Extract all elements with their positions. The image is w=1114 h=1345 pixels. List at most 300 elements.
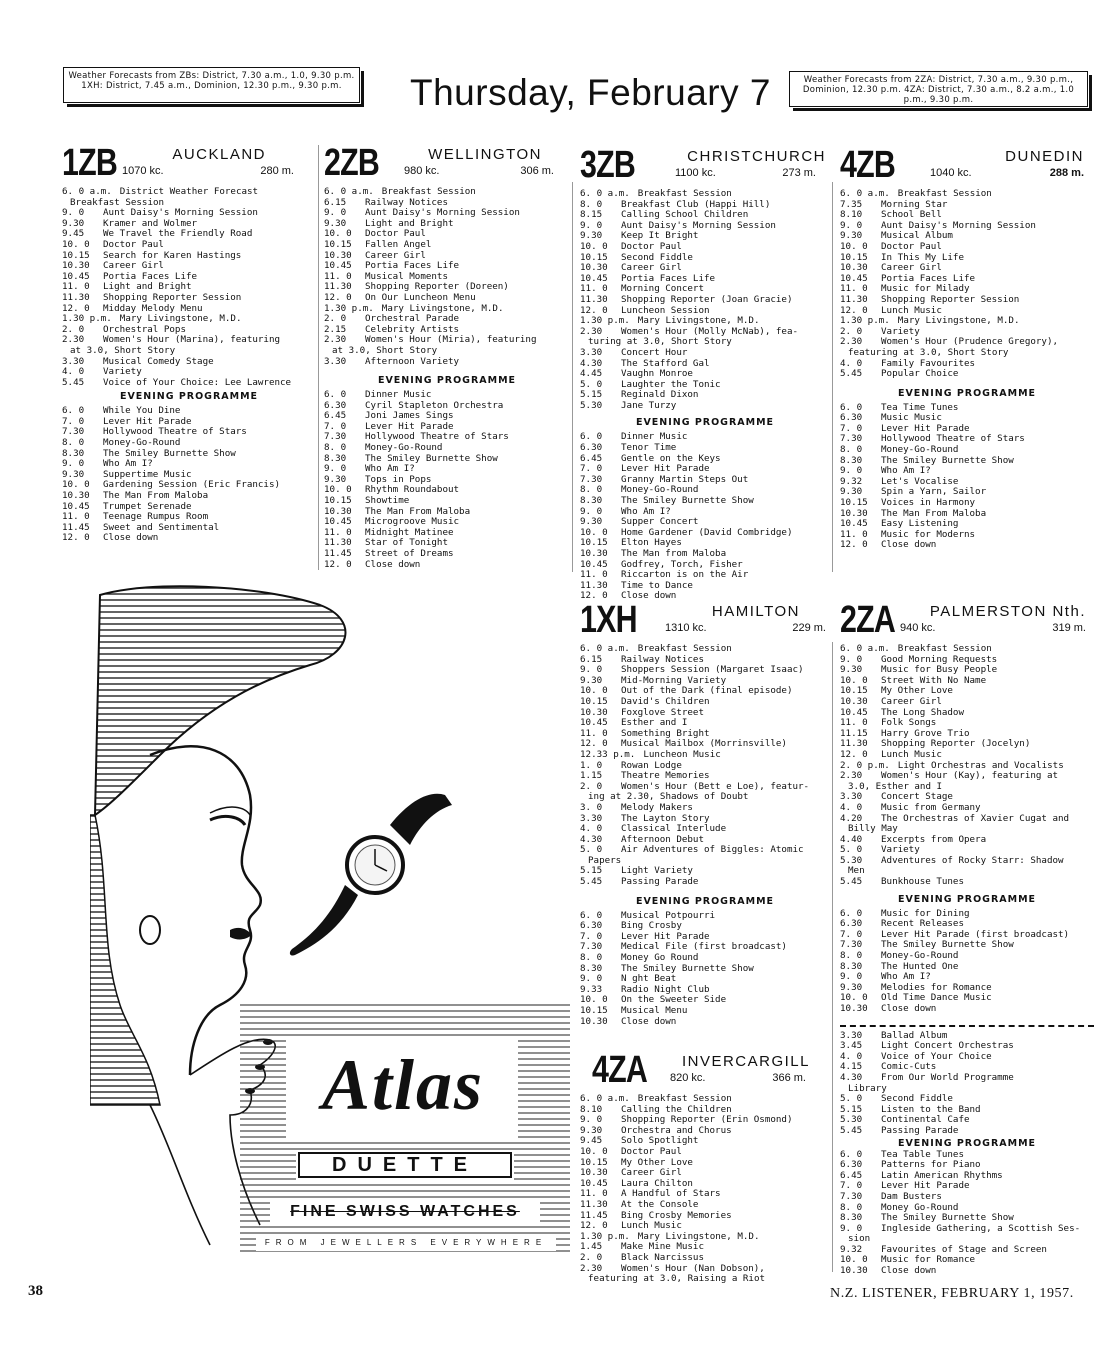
programme-time: 10.30 xyxy=(62,490,90,502)
programme-time: 4. 0 xyxy=(840,357,863,369)
programme-time: 9.32 xyxy=(840,475,863,487)
programme-title: David's Children xyxy=(621,696,710,707)
schedule-row xyxy=(580,676,830,687)
evening-schedule xyxy=(62,406,316,544)
station-call-sign: 1XH xyxy=(580,599,637,641)
evening-schedule xyxy=(840,403,1094,551)
programme-title: Papers xyxy=(588,855,622,866)
programme-time: 9.33 xyxy=(580,983,603,995)
programme-time: 9.30 xyxy=(840,981,863,993)
programme-time: 8.30 xyxy=(840,1212,863,1224)
schedule-row xyxy=(840,1084,1094,1095)
schedule-row xyxy=(580,221,830,232)
programme-time: 10. 0 xyxy=(62,479,90,491)
programme-title: Breakfast Session xyxy=(637,1094,732,1104)
schedule-row xyxy=(840,962,1094,973)
weather-box-left xyxy=(63,67,360,103)
programme-title: Shopping Reporter Session xyxy=(881,294,1020,305)
advert-model: DUETTE xyxy=(298,1152,512,1178)
programme-time: 7.30 xyxy=(580,473,603,485)
programme-time: 6. 0 a.m. xyxy=(580,188,630,199)
programme-time: 10. 0 xyxy=(840,1254,868,1266)
schedule-row xyxy=(324,219,570,230)
programme-time: 12. 0 xyxy=(580,1220,608,1232)
schedule-row xyxy=(840,993,1094,1004)
station-wavelength: 306 m. xyxy=(520,165,554,177)
schedule-row xyxy=(840,686,1094,697)
schedule-row xyxy=(580,750,830,761)
programme-title: Railway Notices xyxy=(365,197,448,208)
programme-time: 6. 0 a.m. xyxy=(840,188,890,199)
programme-time: 3.30 xyxy=(580,346,603,358)
programme-title: featuring at 3.0, Raising a Riot xyxy=(588,1274,766,1285)
programme-title: Folk Songs xyxy=(881,718,937,729)
programme-time: 2.30 xyxy=(580,325,603,337)
programme-time: 6. 0 a.m. xyxy=(840,643,890,654)
station-call-sign: 4ZA xyxy=(592,1049,648,1091)
programme-time: 10. 0 xyxy=(580,526,608,538)
programme-title: Money Go Round xyxy=(621,953,699,964)
programme-time: 7.35 xyxy=(840,198,863,210)
weather-box-right xyxy=(789,71,1088,107)
station-city: PALMERSTON Nth. xyxy=(929,603,1086,620)
schedule-row xyxy=(580,348,830,359)
schedule-row xyxy=(324,293,570,304)
schedule-row xyxy=(840,1171,1094,1182)
programme-time: 9. 0 xyxy=(840,971,863,983)
schedule-row xyxy=(324,261,570,272)
programme-time: 2. 0 xyxy=(62,323,85,335)
evening-heading: EVENING PROGRAMME xyxy=(635,417,775,429)
programme-time: 3.30 xyxy=(840,1029,863,1041)
programme-title: Street of Dreams xyxy=(365,549,454,559)
schedule-row xyxy=(62,293,316,304)
schedule-row xyxy=(580,1189,830,1200)
schedule-row xyxy=(580,390,830,401)
programme-title: Hollywood Theatre of Stars xyxy=(365,432,509,443)
advert-tagline: FINE SWISS WATCHES xyxy=(290,1203,520,1220)
programme-title: Microgroove Music xyxy=(365,517,460,528)
schedule-row xyxy=(840,845,1094,856)
programme-time: 9. 0 xyxy=(840,465,863,477)
programme-time: 10.45 xyxy=(62,270,90,282)
schedule-row xyxy=(580,295,830,306)
programme-title: Out of the Dark (final episode) xyxy=(621,686,793,697)
schedule-row xyxy=(840,877,1094,888)
programme-time: 6. 0 xyxy=(840,1148,863,1160)
station-frequency: 1100 kc. xyxy=(675,167,716,179)
programme-time: 11. 0 xyxy=(840,528,868,540)
schedule-row xyxy=(580,729,830,740)
programme-title: Portia Faces Life xyxy=(103,271,198,282)
programme-title: Time to Dance xyxy=(621,580,693,591)
schedule-row xyxy=(840,655,1094,666)
programme-title: Breakfast Club (Happi Hill) xyxy=(621,199,771,210)
programme-time: 8.30 xyxy=(840,454,863,466)
programme-title: Fallen Angel xyxy=(365,239,432,250)
programme-title: Women's Hour (Nan Dobson), xyxy=(621,1263,765,1274)
programme-time: 10. 0 xyxy=(580,240,608,252)
schedule-row xyxy=(324,538,570,549)
programme-title: Air Adventures of Biggles: Atomic xyxy=(621,845,804,856)
schedule-row xyxy=(580,538,830,549)
programme-title: Godfrey, Torch, Fisher xyxy=(621,559,743,570)
programme-title: Tops in Pops xyxy=(365,474,432,485)
schedule-row xyxy=(840,909,1094,920)
programme-title: Popular Choice xyxy=(881,369,959,380)
programme-time: 8.30 xyxy=(324,452,347,464)
programme-time: 9.30 xyxy=(840,486,863,498)
programme-time: 5.15 xyxy=(580,389,603,401)
programme-time: 10. 0 xyxy=(580,685,608,697)
programme-time: 10. 0 xyxy=(580,994,608,1006)
programme-time: 3.30 xyxy=(580,812,603,824)
schedule-row xyxy=(840,1160,1094,1171)
programme-time: 12. 0 xyxy=(324,291,352,303)
programme-title: Ingleside Gathering, a Scottish Ses- xyxy=(881,1223,1081,1234)
programme-title: Career Girl xyxy=(621,263,682,274)
station-city: CHRISTCHURCH xyxy=(687,148,826,165)
invercargill-continued-schedule xyxy=(840,1031,1094,1137)
schedule-row xyxy=(840,327,1094,338)
station-1zb xyxy=(62,143,316,544)
programme-title: Orchestral Pops xyxy=(103,324,186,335)
programme-title: Lever Hit Parade xyxy=(621,464,710,475)
programme-time: 5.45 xyxy=(840,1124,863,1136)
programme-time: 5.30 xyxy=(580,399,603,411)
schedule-row xyxy=(840,1062,1094,1073)
programme-title: Sweet and Sentimental xyxy=(103,522,220,533)
programme-time: 9.30 xyxy=(324,217,347,229)
programme-title: Dinner Music xyxy=(621,432,688,443)
programme-title: Cyril Stapleton Orchestra xyxy=(365,400,504,411)
programme-time: 11.30 xyxy=(324,537,352,549)
programme-title: The Man From Maloba xyxy=(103,491,209,502)
programme-time: 5. 0 xyxy=(840,1093,863,1105)
schedule-row xyxy=(580,528,830,539)
schedule-row xyxy=(324,432,570,443)
programme-time: 11. 0 xyxy=(324,526,352,538)
programme-title: Midnight Matinee xyxy=(365,527,454,538)
programme-title: Who Am I? xyxy=(621,506,671,517)
programme-title: The Hunted One xyxy=(881,961,959,972)
schedule-row xyxy=(840,940,1094,951)
programme-time: 6. 0 a.m. xyxy=(62,186,112,197)
advert-brand: Atlas xyxy=(321,1045,485,1125)
schedule-row xyxy=(324,208,570,219)
programme-time: 9. 0 xyxy=(62,458,85,470)
schedule-row xyxy=(840,200,1094,211)
schedule-row xyxy=(580,782,830,793)
schedule-row xyxy=(62,208,316,219)
schedule-row xyxy=(580,761,830,772)
programme-time: 11.30 xyxy=(580,579,608,591)
programme-time: 4.30 xyxy=(580,357,603,369)
programme-time: 10.30 xyxy=(840,1265,868,1277)
programme-time: 10.15 xyxy=(580,537,608,549)
programme-title: Vaughn Monroe xyxy=(621,369,693,380)
programme-time: 6.45 xyxy=(324,410,347,422)
schedule-row xyxy=(840,189,1094,200)
schedule-row xyxy=(840,456,1094,467)
programme-time: 10.30 xyxy=(840,1003,868,1014)
weather-text-right: Weather Forecasts from 2ZA: District, 7.30 a.m., 9.30 p.m., Dominion, 12.30 p.m. 4ZA: District, 7.30 a.m., 8.2 a.m., 1.0 p.m., 9.30 p.m. xyxy=(802,75,1075,105)
column-rule xyxy=(572,182,573,572)
programme-title: District Weather Forecast xyxy=(119,187,259,197)
programme-title: Lever Hit Parade xyxy=(621,931,710,942)
station-call-sign: 1ZB xyxy=(62,142,118,184)
programme-time: 2.15 xyxy=(324,323,347,335)
daytime-schedule xyxy=(580,189,830,411)
schedule-row xyxy=(580,718,830,729)
programme-time: 2.30 xyxy=(840,770,863,782)
schedule-row xyxy=(580,1274,830,1285)
programme-time: 6.30 xyxy=(324,399,347,411)
programme-title: At the Console xyxy=(621,1199,699,1210)
programme-title: Women's Hour (Kay), featuring at xyxy=(881,771,1059,782)
programme-title: Money-Go-Round xyxy=(881,445,959,456)
programme-title: Favourites of Stage and Screen xyxy=(881,1244,1047,1255)
programme-title: at 3.0, Short Story xyxy=(332,345,438,356)
schedule-row xyxy=(62,367,316,378)
programme-title: Mary Livingstone, M.D. xyxy=(119,314,242,325)
programme-title: Music for Romance xyxy=(881,1255,976,1266)
programme-title: Jane Turzy xyxy=(621,400,677,411)
programme-time: 9. 0 xyxy=(62,207,85,219)
programme-time: 8.30 xyxy=(62,447,85,459)
schedule-row xyxy=(580,995,830,1006)
programme-time: 9.30 xyxy=(324,473,347,485)
programme-time: 11.30 xyxy=(324,281,352,293)
programme-title: Laura Chilton xyxy=(621,1178,693,1189)
programme-title: Variety xyxy=(881,326,920,337)
station-call-sign: 4ZB xyxy=(840,144,896,186)
station-4za xyxy=(580,1050,830,1285)
programme-time: 9.30 xyxy=(840,230,863,242)
schedule-row xyxy=(324,390,570,401)
programme-time: 2. 0 xyxy=(324,313,347,325)
programme-title: Granny Martin Steps Out xyxy=(621,474,749,485)
programme-title: Money-Go-Round xyxy=(881,951,959,962)
programme-title: Second Fiddle xyxy=(881,1094,953,1105)
schedule-row xyxy=(324,251,570,262)
programme-title: Trumpet Serenade xyxy=(103,501,192,512)
programme-title: My Other Love xyxy=(881,686,953,697)
schedule-row xyxy=(840,1181,1094,1192)
programme-title: Second Fiddle xyxy=(621,252,693,263)
programme-title: Shopping Reporter Session xyxy=(103,292,242,303)
programme-title: Laughter the Tonic xyxy=(621,379,721,390)
schedule-row xyxy=(840,1224,1094,1235)
programme-time: 4.45 xyxy=(580,368,603,380)
daytime-schedule xyxy=(580,644,830,888)
programme-title: Aunt Daisy's Morning Session xyxy=(881,220,1036,231)
schedule-row xyxy=(840,253,1094,264)
programme-time: 6. 0 a.m. xyxy=(324,186,374,197)
programme-title: N ght Beat xyxy=(621,974,677,985)
schedule-row xyxy=(840,983,1094,994)
programme-time: 12. 0 xyxy=(62,302,90,314)
schedule-row xyxy=(580,942,830,953)
programme-time: 1.30 p.m. xyxy=(324,302,374,314)
schedule-row xyxy=(324,229,570,240)
programme-time: 5.45 xyxy=(62,376,85,388)
programme-title: Women's Hour (Prudence Gregory), xyxy=(881,337,1059,348)
station-wavelength: 319 m. xyxy=(1052,622,1086,634)
programme-title: at 3.0, Short Story xyxy=(70,345,176,356)
programme-title: Career Girl xyxy=(881,696,942,707)
evening-heading: EVENING PROGRAMME xyxy=(635,895,775,907)
programme-title: Gardening Session (Eric Francis) xyxy=(103,480,281,491)
programme-time: 3. 0 xyxy=(580,801,603,813)
schedule-row xyxy=(840,369,1094,380)
programme-title: Star of Tonight xyxy=(365,538,448,549)
programme-time: 11.45 xyxy=(324,548,352,559)
programme-title: Lunch Music xyxy=(621,1221,682,1232)
programme-time: 4. 0 xyxy=(840,1050,863,1062)
programme-title: Esther and I xyxy=(621,718,688,729)
schedule-row xyxy=(324,314,570,325)
programme-title: The Smiley Burnette Show xyxy=(881,940,1014,951)
schedule-row xyxy=(62,325,316,336)
programme-time: 8.10 xyxy=(580,1103,603,1115)
programme-title: Lever Hit Parade xyxy=(365,421,454,432)
schedule-row xyxy=(840,530,1094,541)
schedule-row xyxy=(580,549,830,560)
evening-heading: EVENING PROGRAMME xyxy=(377,375,517,387)
programme-title: Tea Time Tunes xyxy=(881,402,959,413)
schedule-row xyxy=(840,972,1094,983)
programme-title: Passing Parade xyxy=(621,877,699,888)
programme-time: 8. 0 xyxy=(840,444,863,456)
programme-title: Riccarton is on the Air xyxy=(621,570,749,581)
programme-time: 10.30 xyxy=(580,262,608,274)
programme-title: Breakfast Session xyxy=(637,644,732,654)
programme-title: Make Mine Music xyxy=(621,1242,704,1253)
programme-time: 5.30 xyxy=(840,854,863,866)
schedule-row xyxy=(580,771,830,782)
schedule-row xyxy=(580,1105,830,1116)
schedule-row xyxy=(840,814,1094,825)
programme-title: Radio Night Club xyxy=(621,984,710,995)
programme-time: 6.30 xyxy=(840,412,863,424)
programme-title: Close down xyxy=(621,591,677,602)
programme-time: 2. 0 xyxy=(580,780,603,792)
schedule-row xyxy=(840,445,1094,456)
schedule-row xyxy=(840,951,1094,962)
programme-time: 6.30 xyxy=(580,920,603,932)
programme-time: 11. 0 xyxy=(840,283,868,295)
programme-title: Teenage Rumpus Room xyxy=(103,512,209,523)
schedule-row xyxy=(840,771,1094,782)
schedule-row xyxy=(580,1211,830,1222)
schedule-row xyxy=(324,346,570,357)
schedule-row xyxy=(580,1017,830,1028)
station-city: HAMILTON xyxy=(711,603,800,620)
programme-time: 10.45 xyxy=(840,706,868,718)
programme-title: Mid-Morning Variety xyxy=(621,675,727,686)
programme-time: 10. 0 xyxy=(324,228,352,240)
programme-title: Variety xyxy=(881,845,920,856)
station-wavelength: 288 m. xyxy=(1049,167,1084,179)
column-rule xyxy=(832,182,833,572)
station-1xh xyxy=(580,600,830,1027)
schedule-row xyxy=(840,676,1094,687)
weather-text-left: Weather Forecasts from ZBs: District, 7.30 a.m., 1.0, 9.30 p.m. 1XH: District, 7.45 a.m., Dominion, 12.30 p.m., 9.30 p.m. xyxy=(68,71,355,91)
programme-time: 2. 0 xyxy=(580,1251,603,1263)
programme-title: Portia Faces Life xyxy=(621,273,716,284)
station-wavelength: 273 m. xyxy=(782,167,816,179)
programme-title: Career Girl xyxy=(621,1168,682,1179)
programme-time: 9. 0 xyxy=(324,463,347,475)
page-number: 38 xyxy=(28,1283,43,1299)
programme-time: 5. 0 xyxy=(580,378,603,390)
schedule-row xyxy=(62,491,316,502)
schedule-row xyxy=(580,877,830,888)
schedule-row xyxy=(62,449,316,460)
programme-time: 6. 0 xyxy=(324,389,347,401)
programme-title: Afternoon Debut xyxy=(621,834,704,845)
schedule-row xyxy=(840,729,1094,740)
programme-title: Calling the Children xyxy=(621,1104,732,1115)
programme-title: Midday Melody Menu xyxy=(103,303,203,314)
programme-title: Who Am I? xyxy=(103,459,153,470)
programme-time: 4.15 xyxy=(840,1061,863,1073)
schedule-row xyxy=(580,803,830,814)
programme-time: 7. 0 xyxy=(62,415,85,427)
programme-time: 10. 0 xyxy=(840,674,868,686)
programme-title: The Long Shadow xyxy=(881,707,964,718)
programme-title: Search for Karen Hastings xyxy=(103,250,242,261)
schedule-row xyxy=(840,348,1094,359)
schedule-row xyxy=(324,560,570,571)
schedule-row xyxy=(62,240,316,251)
programme-title: Tenor Time xyxy=(621,443,677,454)
schedule-row xyxy=(324,485,570,496)
programme-time: 12. 0 xyxy=(580,590,608,602)
schedule-row xyxy=(580,644,830,655)
schedule-row xyxy=(580,581,830,592)
schedule-row xyxy=(324,198,570,209)
programme-title: Good Morning Requests xyxy=(881,654,998,665)
programme-title: The Layton Story xyxy=(621,813,710,824)
schedule-row xyxy=(580,1136,830,1147)
programme-time: 9.30 xyxy=(62,217,85,229)
programme-time: 6.45 xyxy=(840,1169,863,1181)
programme-title: Light and Bright xyxy=(103,282,192,293)
programme-title: Shopping Reporter (Doreen) xyxy=(365,282,509,293)
section-divider xyxy=(840,1025,1094,1027)
programme-title: Gentle on the Keys xyxy=(621,453,721,464)
schedule-row xyxy=(62,357,316,368)
programme-title: Musical Moments xyxy=(365,271,448,282)
schedule-row xyxy=(62,459,316,470)
programme-title: Light Concert Orchestras xyxy=(881,1041,1014,1052)
schedule-row xyxy=(840,697,1094,708)
programme-time: 10.15 xyxy=(580,695,608,707)
schedule-row xyxy=(324,464,570,475)
programme-time: 11.30 xyxy=(580,293,608,305)
station-2za xyxy=(840,600,1094,1277)
programme-time: 9.30 xyxy=(840,664,863,676)
programme-time: 8. 0 xyxy=(62,437,85,449)
schedule-row xyxy=(840,718,1094,729)
programme-title: Women's Hour (Marina), featuring xyxy=(103,335,281,346)
programme-title: Doctor Paul xyxy=(365,229,426,240)
programme-time: 6. 0 xyxy=(840,401,863,413)
schedule-row xyxy=(840,1192,1094,1203)
schedule-row xyxy=(62,523,316,534)
